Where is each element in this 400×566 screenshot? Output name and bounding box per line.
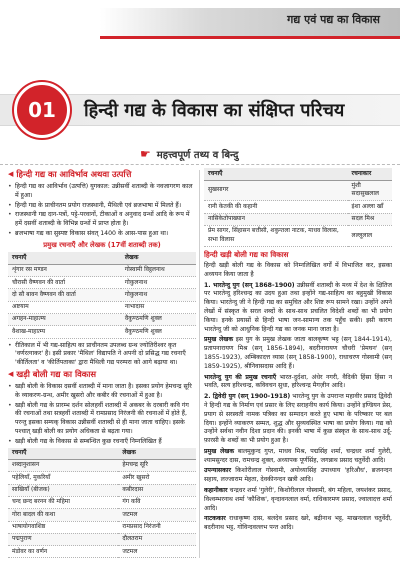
works-text: भारत-दुर्दशा, अंधेर नगरी, वैदिकी हिंसा हिंसा न भवति, सत्य हरिश्चन्द्र, कविवचन सुधा, हरिश्चन्द्र मैगज़ीन आदि।: [204, 373, 392, 390]
story-writers-label: कहानीकार: [204, 487, 228, 495]
arrow-right-icon: ◀: [8, 370, 14, 379]
table-cell: चन्द छन्द बरनन की महिमा: [8, 496, 118, 508]
works-table-early: [8, 252, 196, 338]
table-cell: इंशा अल्ला खाँ: [348, 201, 392, 213]
left-column: [8, 168, 196, 560]
intro-paragraph: हिन्दी खड़ी बोली गद्य के विकास को निम्नलिखित वर्गों में विभाजित कर, इसका अध्ययन किया जाता है: [204, 261, 392, 278]
running-header: [0, 0, 400, 72]
table-row: [8, 264, 196, 276]
bullet-item: • खड़ी बोली गद्य के विकास से सम्बन्धित कुछ रचनाएँ निम्नलिखित हैं: [8, 438, 196, 447]
table-cell: गोकुलनाथ: [121, 289, 196, 301]
table-cell: नाभादास: [121, 301, 196, 313]
table-cell: भाषायोगवाशिष्ठ: [8, 521, 118, 533]
table-cell: पद्मपुराण: [8, 533, 118, 545]
table-row: [8, 509, 196, 521]
pointer-hand-icon: ☛: [140, 147, 151, 161]
table-cell: गोस्वामी विट्ठलनाथ: [121, 264, 196, 276]
dwivedi-writers: [204, 448, 392, 466]
dwivedi-story-writers: [204, 487, 392, 513]
table-cell: पहेलियाँ, मुकरियाँ: [8, 472, 118, 484]
khariboli-bullets: [8, 383, 196, 447]
table-cell: नासिकेतोपाख्यान: [204, 213, 348, 225]
writers-text: इस युग के प्रमुख लेखक जाता बालकृष्ण भट्ट (सन् 1844-1914), प्रतापनारायण मिश्र (सन् 1856-1894), बदरीनारायण चौधरी 'प्रेमघन' (सन् 1855-1923), अम्बिकादत्त व्यास (सन् 1858-1900), राधाचरण गोस्वामी (सन् 1859-1925), श्रीनिवासदास आदि हैं।: [204, 336, 392, 370]
maithili-bullets: [8, 342, 196, 368]
heading-origin: ◀ हिन्दी गद्य का आविर्भाव अथवा उत्पत्ति: [8, 169, 132, 179]
table-cell: लल्लूलाल: [348, 225, 392, 246]
table-cell: शब्दानुशासन: [8, 460, 118, 472]
table-row: [8, 460, 196, 472]
table-cell: अमीर खुसरो: [118, 472, 196, 484]
table-row: [8, 521, 196, 533]
column-header: रचनाएँ: [8, 252, 121, 264]
table-cell: रामप्रसाद निरंजनी: [118, 521, 196, 533]
table-row: [8, 301, 196, 313]
dwivedi-paragraph: [204, 393, 392, 446]
table-row: [8, 277, 196, 289]
table-cell: दौलतराम: [118, 533, 196, 545]
table-cell: रानी केतकी की कहानी: [204, 201, 348, 213]
arrow-right-icon: ◀: [8, 169, 14, 178]
dwivedi-novelists: [204, 467, 392, 485]
table-cell: शृंगार रस मण्डन: [8, 264, 121, 276]
origin-bullets: [8, 183, 196, 239]
table-cell: गोरा बादल की कथा: [8, 509, 118, 521]
facts-heading-label: महत्त्वपूर्ण तथ्य व बिन्दु: [156, 150, 239, 161]
table-header-row: [8, 252, 196, 264]
table-header-row: [204, 168, 392, 180]
chapter-header: [0, 80, 400, 138]
table-row: [204, 225, 392, 246]
bharatendu-title: 1. भारतेन्दु युग (सन् 1868-1900): [204, 281, 295, 289]
chapter-title: हिन्दी गद्य के विकास का संक्षिप्त परिचय: [84, 100, 345, 121]
table-cell: मंडोवर का वर्णन: [8, 546, 118, 558]
table-header-row: [8, 448, 196, 460]
facts-divider: [0, 164, 400, 165]
writers-label: प्रमुख लेखक: [204, 336, 234, 344]
table-cell: कबीरदास: [118, 484, 196, 496]
bharatendu-text: उन्नीसवीं शताब्दी के मध्य में देश के क्षितिज पर भारतेन्दु हरिश्चन्द्र का उदय हुआ तथा इन्होंने गद्य-साहित्य का बहुमुखी विकास किया। भारतेन्दु जी ने हिन्दी गद्य का समुचित और शिष्ट रूप सामने रखा। उन्होंने अपने लेखों में संस्कृत के सरल शब्दों के साथ-साथ प्रचलित विदेशी शब्दों का भी प्रयोग किया। इनके प्रयासों से हिन्दी भाषा जन-सामान्य तक पहुँच सकी। इसी कारण भारतेन्दु जी को आधुनिक हिन्दी गद्य का जनक माना जाता है।: [204, 281, 392, 333]
bullet-item: • हिन्दी गद्य के प्राचीनतम प्रयोग राजस्थानी, मैथिली एवं ब्रजभाषा में मिलते हैं।: [8, 202, 196, 211]
table-cell: गंग कवि: [118, 496, 196, 508]
works-table-fort-william: [204, 168, 392, 247]
heading-khariboli: ◀ खड़ी बोली गद्य का विकास: [8, 369, 97, 380]
bullet-item: • ब्रजभाषा गद्य का सुस्पष्ट विकास संवत् 1400 के आस-पास हुआ था।: [8, 230, 196, 239]
dramatists-text: राधाकृष्ण दास, बलदेव प्रसाद खरे, बद्रीनाथ भट्ट, माखनलाल चतुर्वेदी, बदरीनाथ भट्ट, गोविन्दवल्लभ पन्त आदि।: [204, 515, 392, 532]
dramatists-label: नाटककार: [204, 515, 226, 523]
bharatendu-works: [204, 374, 392, 392]
table-cell: गोकुलनाथ: [121, 277, 196, 289]
bullet-item: • खड़ी बोली के विकास दसवीं शताब्दी में माना जाता है। इसका प्रयोग हेमचन्द्र सूरि के व्याकरण-ग्रन्थ, अमीर खुसरो और कबीर की रचनाओं में हुआ है।: [8, 383, 196, 401]
bharatendu-paragraph: [204, 282, 392, 335]
bullet-item: • रीतिकाल में भी गद्य-साहित्य का प्राचीनतम उपलब्ध ग्रन्थ ज्योतिरीश्वर कृत 'वर्णरत्नाकर' है। इसी प्रकार 'मैथिल' विद्यापति ने अपनी दो प्रसिद्ध गद्य रचनाएँ 'कीर्तिलता' व 'कीर्तिपताका' द्वारा मैथिली गद्य परम्परा को आगे बढ़ाया था।: [8, 342, 196, 368]
table-cell: प्रेम सागर, सिंहासन बत्तीसी, शकुन्तला नाटक, माधव विलास, सभा विलास: [204, 225, 348, 246]
bullet-item: • हिन्दी गद्य का आविर्भाव (उत्पत्ति) युगकाल: उन्नीसवीं शताब्दी के नवजागरण काल में हुआ।: [8, 183, 196, 201]
section-title: गद्य एवं पद्य का विकास: [287, 13, 380, 26]
writers-label: प्रमुख लेखक: [204, 447, 235, 455]
bullet-item: • राजस्थानी गद्य दान-पत्रों, पट्टे-परवानों, टीकाओं व अनुवाद ग्रन्थों आदि के रूप में हमें दसवीं शताब्दी के विभिन्न ग्रन्थों में प्राप्त होता है।: [8, 211, 196, 229]
column-header: रचनाकार: [348, 168, 392, 180]
table-cell: अगहन-माहात्म्य: [8, 314, 121, 326]
column-header: रचनाएँ: [204, 168, 348, 180]
table-row: [8, 484, 196, 496]
novelists-text: किशोरीलाल गोस्वामी, अयोध्यासिंह उपाध्याय 'हरिऔध', ब्रजनन्दन सहाय, लज्जाराम मेहता, देवकीनन्दन खत्री आदि।: [204, 467, 392, 484]
table-cell: मुंशी सदासुखलाल: [348, 180, 392, 201]
column-header: लेखक: [118, 448, 196, 460]
dwivedi-dramatists: [204, 515, 392, 533]
table-cell: दो सौ बावन वैष्णवन की वार्ता: [8, 289, 121, 301]
writers-text: बालमुकुन्द गुप्त, माधव मिश्र, पद्मसिंह शर्मा, चन्द्रधर शर्मा गुलेरी, श्यामसुन्दर दास, रामचन्द्र शुक्ल, अध्यापक पूर्णसिंह, जगन्नाथ प्रसाद चतुर्वेदी आदि।: [204, 447, 392, 464]
table-cell: अष्टयाम: [8, 301, 121, 313]
chapter-number-badge: 01: [14, 82, 70, 138]
table-row: [8, 546, 196, 558]
dwivedi-title: 2. द्विवेदी युग (सन् 1900-1918): [204, 393, 291, 401]
table-row: [8, 326, 196, 338]
heading-development: हिन्दी खड़ी बोली गद्य का विकास: [204, 249, 289, 259]
table-row: [204, 201, 392, 213]
works-label: भारतेन्दु युग की प्रमुख रचनाएँ: [204, 373, 277, 381]
table-cell: चौरासी वैष्णवन की वार्ता: [8, 277, 121, 289]
table-row: [204, 213, 392, 225]
table-cell: वैकुण्ठमणि शुक्ल: [121, 314, 196, 326]
table-cell: जटमल: [118, 546, 196, 558]
bharatendu-writers: [204, 336, 392, 371]
column-divider: [199, 170, 200, 558]
bullet-item: • खड़ी बोली गद्य के प्रारम्भ दर्शन सोलहवीं शताब्दी में अकबर के दरबारी कवि गंग की रचनाओं तथा सत्रहवीं शताब्दी में रामप्रसाद निरंजनी की रचनाओं में होते हैं, परन्तु इसका सम्यक् विकास उन्नीसवीं शताब्दी से ही माना जाता चाहिए। इसके पश्चात् खड़ी बोली का प्रयोग अधिकता से बढ़ता गया।: [8, 402, 196, 437]
dwivedi-text: भारतेन्दु युग के उपरान्त महावीर प्रसाद द्विवेदी ने हिन्दी गद्य के निर्माण एवं प्रसार के लिए सराहनीय कार्य किया। उन्होंने इण्डियन प्रेस, प्रयाग से सरस्वती नामक पत्रिका का सम्पादन करते हुए भाषा के परिष्कार पर बल दिया। इन्होंने व्याकरण सम्मत, शुद्ध और सुव्यवस्थित भाषा का प्रयोग किया। गद्य को उन्होंने सर्वथा नवीन दिशा प्रदान की। इनकी भाषा में कुछ संस्कृत के साथ-साथ उर्दू-फ़ारसी के शब्दों का भी प्रयोग हुआ है।: [204, 393, 392, 445]
table-row: [8, 289, 196, 301]
table-cell: सुखसागर: [204, 180, 348, 201]
table-row: [8, 472, 196, 484]
works-table-khariboli: [8, 448, 196, 559]
facts-heading: [140, 147, 238, 161]
table-cell: वैकुण्ठमणि शुक्ल: [121, 326, 196, 338]
novelists-label: उपन्यासकार: [204, 467, 231, 475]
table-cell: जटमल: [118, 509, 196, 521]
right-column: [204, 168, 392, 560]
table1-title: प्रमुख रचनाएँ और लेखक (17वीं शताब्दी तक): [43, 240, 161, 249]
table-row: [8, 496, 196, 508]
column-header: रचनाएँ: [8, 448, 118, 460]
table-row: [8, 533, 196, 545]
story-writers-text: चन्द्रधर शर्मा 'गुलेरी', किशोरीलाल गोस्वामी, बंग महिला, जयशंकर प्रसाद, विश्वम्भरनाथ शर्मा 'कौशिक', वृन्दावनलाल वर्मा, राधिकारमण प्रसाद, ज्वालादत्त शर्मा आदि।: [204, 487, 392, 512]
table-row: [8, 314, 196, 326]
table-cell: साखियाँ (बीजक): [8, 484, 118, 496]
header-rule: [100, 36, 400, 39]
column-header: लेखक: [121, 252, 196, 264]
table-cell: हेमचन्द्र सूरि: [118, 460, 196, 472]
table-cell: वैशाख-माहात्म्य: [8, 326, 121, 338]
table-cell: सदल मिश्र: [348, 213, 392, 225]
table-row: [204, 180, 392, 201]
